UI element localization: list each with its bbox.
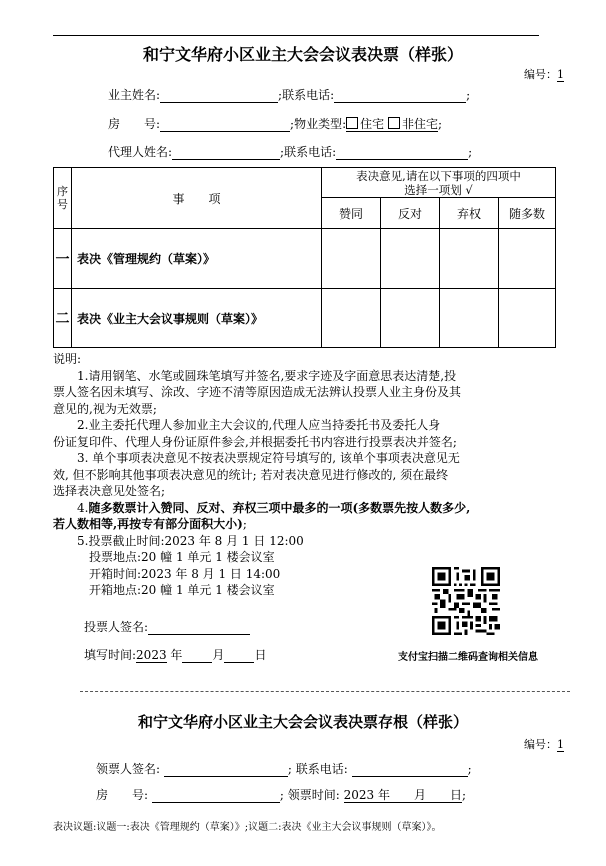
voter-sign-field[interactable] bbox=[148, 622, 250, 635]
owner-row bbox=[108, 86, 470, 103]
voter-sign-label: 投票人签名: bbox=[84, 620, 149, 634]
opinion-header bbox=[322, 168, 556, 198]
qr-caption: 支付宝扫描二维码查询相关信息 bbox=[398, 652, 538, 663]
note-4a: 随多数票计入赞同、反对、弃权三项中最多的一项(多数票先按人数多少, bbox=[88, 500, 471, 515]
column-abstain: 弃权 bbox=[440, 198, 499, 229]
stub-house-label: 房 号: bbox=[96, 788, 149, 802]
stub-house-row bbox=[96, 786, 466, 803]
semicolon: ; bbox=[280, 145, 285, 159]
year-label: 年 bbox=[166, 648, 183, 662]
note-1a: 1.请用钢笔、水笔或圆珠笔填写并签名,要求字迹及字面意思表达清楚,投 bbox=[77, 368, 457, 383]
agent-phone-label: 联系电话: bbox=[284, 145, 337, 159]
owner-name-label: 业主姓名: bbox=[108, 88, 161, 102]
note-4-end: ; bbox=[242, 517, 247, 531]
receiver-sign-label: 领票人签名: bbox=[96, 762, 161, 776]
row-item: 表决《业主大会议事规则（草案）》 bbox=[72, 289, 322, 348]
vote-cell[interactable] bbox=[499, 229, 556, 289]
note-2a: 2.业主委托代理人参加业主大会议的,代理人应当持委托书及委托人身 bbox=[77, 418, 441, 432]
opinion-header-line2: 选择一项划 √ bbox=[404, 182, 473, 197]
fill-time-row bbox=[84, 646, 266, 663]
note-2b: 份证复印件、代理人身份证原件参会,并根据委托书内容进行投票表决并签名; bbox=[53, 434, 457, 449]
column-approve: 赞同 bbox=[322, 198, 381, 229]
note-5d: 开箱地点:20 幢 1 单元 1 楼会议室 bbox=[89, 583, 275, 597]
vote-cell[interactable] bbox=[322, 229, 381, 289]
vote-cell[interactable] bbox=[440, 289, 499, 348]
note-3a: 3. 单个事项表决意见不按表决票规定符号填写的, 该单个事项表决意见无 bbox=[77, 451, 460, 465]
month-field[interactable] bbox=[182, 650, 212, 663]
agent-name-label: 代理人姓名: bbox=[108, 145, 173, 159]
row-seq: 一 bbox=[54, 229, 72, 289]
seq-header: 序号 bbox=[54, 168, 72, 229]
ballot-title: 和宁文华府小区业主大会会议表决票（样张） bbox=[142, 45, 463, 64]
property-type-options bbox=[346, 117, 438, 132]
stub-serial-value: 1 bbox=[557, 738, 564, 751]
vote-cell[interactable] bbox=[381, 289, 440, 348]
phone-label: 联系电话: bbox=[282, 88, 335, 102]
day-field[interactable] bbox=[224, 650, 254, 663]
fill-year: 2023 bbox=[136, 648, 167, 662]
note-5a: 5.投票截止时间:2023 年 8 月 1 日 12:00 bbox=[77, 533, 304, 548]
vote-table bbox=[53, 167, 556, 348]
owner-phone-field[interactable] bbox=[334, 90, 466, 103]
option-non-residential: 非住宅 bbox=[401, 117, 438, 131]
note-4-prefix: 4. bbox=[77, 500, 89, 515]
semicolon: ; bbox=[461, 788, 467, 802]
serial-label: 编号： bbox=[524, 68, 557, 81]
semicolon: ; bbox=[468, 145, 473, 159]
note-4b: 若人数相等,再按专有部分面积大小) bbox=[53, 517, 243, 531]
property-type-label: 物业类型: bbox=[294, 117, 347, 131]
note-1c: 意见的,视为无效票; bbox=[53, 401, 157, 416]
voter-signature-row bbox=[84, 618, 250, 635]
stub-serial-label: 编号： bbox=[524, 738, 557, 751]
receiver-sign-field[interactable] bbox=[164, 764, 288, 777]
checkbox-residential[interactable] bbox=[346, 117, 358, 129]
house-row bbox=[108, 115, 442, 132]
note-5b: 投票地点:20 幢 1 单元 1 楼会议室 bbox=[89, 550, 275, 564]
serial-number bbox=[524, 66, 564, 82]
agent-name-field[interactable] bbox=[172, 147, 280, 160]
option-residential: 住宅 bbox=[360, 117, 385, 131]
semicolon: ; bbox=[438, 117, 443, 131]
note-3c: 选择表决意见处签名; bbox=[53, 484, 166, 498]
note-3b: 效, 但不影响其他事项表决意见的统计; 若对表决意见进行修改的, 须在最终 bbox=[53, 467, 449, 482]
row-seq: 二 bbox=[54, 289, 72, 348]
column-follow-majority: 随多数 bbox=[499, 198, 556, 229]
semicolon: ; bbox=[466, 88, 471, 102]
notes bbox=[53, 351, 563, 599]
table-row bbox=[54, 289, 556, 348]
stub-phone-field[interactable] bbox=[352, 764, 468, 777]
item-header: 事 项 bbox=[72, 168, 322, 229]
receive-time-label: ; 领票时间: bbox=[279, 788, 340, 802]
notes-heading: 说明: bbox=[53, 352, 82, 366]
column-oppose: 反对 bbox=[381, 198, 440, 229]
row-item: 表决《管理规约（草案）》 bbox=[72, 229, 322, 289]
month-label: 月 bbox=[212, 648, 225, 662]
opinion-header-line1: 表决意见,请在以下事项的四项中 bbox=[356, 168, 521, 183]
fill-time-label: 填写时间: bbox=[84, 648, 137, 662]
semicolon: ; bbox=[290, 117, 295, 131]
stub-title: 和宁文华府小区业主大会会议表决票存根（样张） bbox=[137, 713, 468, 731]
table-row bbox=[54, 229, 556, 289]
stub-receiver-row bbox=[96, 760, 472, 777]
stub-serial-number bbox=[524, 736, 564, 752]
note-5c: 开箱时间:2023 年 8 月 1 日 14:00 bbox=[89, 566, 281, 581]
note-1b: 票人签名因未填写、涂改、字迹不清等原因造成无法辨认投票人业主身份及其 bbox=[53, 385, 462, 399]
house-label: 房 号: bbox=[108, 117, 161, 131]
stub-footer: 表决议题:议题一:表决《管理规约（草案）》;议题二:表决《业主大会议事规则（草案）》。 bbox=[53, 822, 442, 833]
serial-value: 1 bbox=[557, 68, 564, 81]
stub-house-field[interactable] bbox=[152, 790, 280, 803]
qr-code-icon[interactable] bbox=[432, 567, 500, 635]
vote-cell[interactable] bbox=[499, 289, 556, 348]
semicolon: ; bbox=[278, 88, 283, 102]
house-field[interactable] bbox=[160, 119, 290, 132]
checkbox-non-residential[interactable] bbox=[388, 117, 400, 129]
stub-phone-label: ; 联系电话: bbox=[287, 762, 348, 776]
top-rule bbox=[53, 35, 539, 36]
vote-cell[interactable] bbox=[440, 229, 499, 289]
receive-time-value: 2023 年 月 日 bbox=[343, 788, 462, 802]
vote-cell[interactable] bbox=[322, 289, 381, 348]
day-label: 日 bbox=[254, 648, 267, 662]
semicolon: ; bbox=[467, 762, 472, 776]
owner-name-field[interactable] bbox=[160, 90, 278, 103]
agent-row bbox=[108, 143, 472, 160]
vote-cell[interactable] bbox=[381, 229, 440, 289]
agent-phone-field[interactable] bbox=[336, 147, 468, 160]
cut-line bbox=[80, 691, 570, 692]
